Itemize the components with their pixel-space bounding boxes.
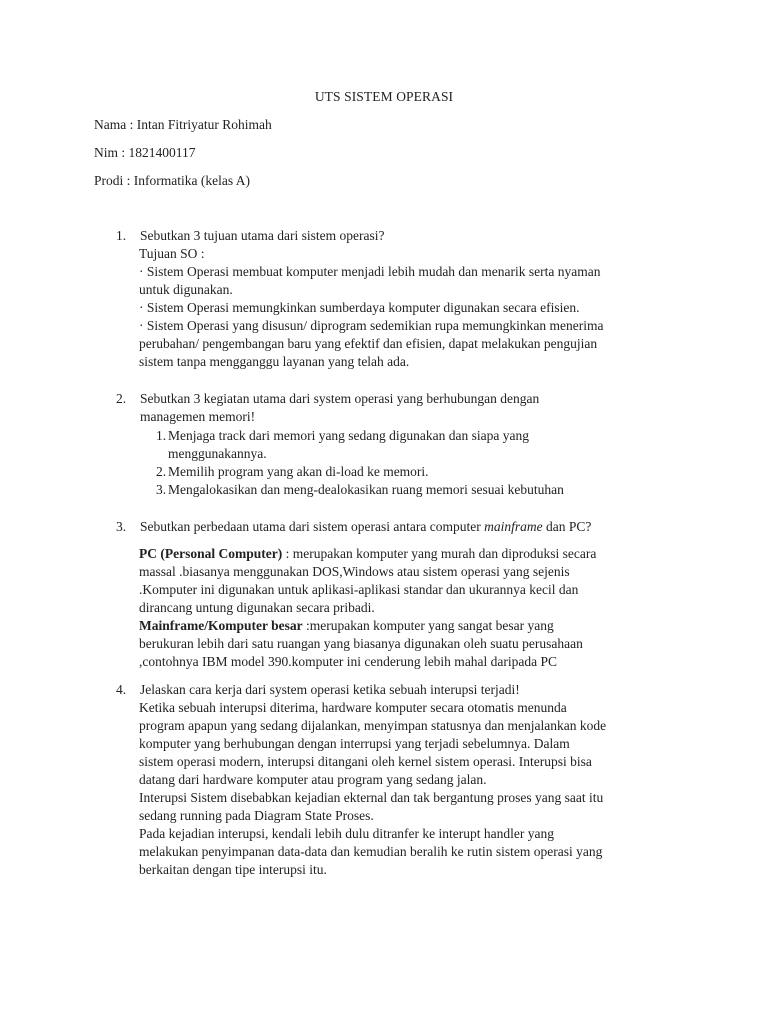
answer-1-line: Tujuan SO :: [139, 246, 205, 261]
question-4-number: 4.: [116, 682, 127, 697]
answer-4-line: Pada kejadian interupsi, kendali lebih dulu ditranfer ke interupt handler yang: [139, 826, 554, 841]
answer-2-list: [156, 427, 616, 499]
question-3-text-part: Sebutkan perbedaan utama dari sistem operasi antara computer: [140, 519, 485, 534]
list-item-text: Memilih program yang akan di-load ke memori.: [168, 464, 429, 479]
answer-4-line: datang dari hardware komputer atau program yang sedang jalan.: [139, 772, 487, 787]
list-item: [156, 463, 616, 481]
list-item-text: Menjaga track dari memori yang sedang digunakan dan siapa yang: [168, 428, 529, 443]
answer-1-line: perubahan/ pengembangan baru yang efektif dan efisien, dapat melakukan pengujian: [139, 336, 598, 351]
answer-4-line: komputer yang berhubungan dengan interrupsi yang terjadi sebelumnya. Dalam: [139, 736, 570, 751]
question-3-text: [140, 518, 680, 536]
answer-1: [139, 245, 679, 371]
pc-definition-line: massal .biasanya menggunakan DOS,Windows atau sistem operasi yang sejenis: [139, 564, 570, 579]
mainframe-definition-text: :merupakan komputer yang sangat besar yang: [302, 618, 554, 633]
question-1-number: 1.: [116, 228, 127, 243]
student-prodi: Prodi : Informatika (kelas A): [94, 173, 250, 188]
question-2-number: 2.: [116, 391, 127, 406]
answer-4-line: sistem operasi modern, interupsi ditangani oleh kernel sistem operasi. Interupsi bisa: [139, 754, 592, 769]
answer-4-line: berkaitan dengan tipe interupsi itu.: [139, 862, 327, 877]
mainframe-term: Mainframe/Komputer besar: [139, 618, 303, 633]
list-item: [156, 481, 616, 499]
document-title: UTS SISTEM OPERASI: [314, 89, 454, 104]
list-item-text: menggunakannya.: [168, 446, 267, 461]
answer-1-line: untuk digunakan.: [139, 282, 233, 297]
list-item-number: 3.: [156, 482, 167, 497]
pc-term: PC (Personal Computer): [139, 546, 283, 561]
answer-1-line: · Sistem Operasi membuat komputer menjadi lebih mudah dan menarik serta nyaman: [139, 264, 601, 279]
question-3-text-part: dan PC?: [542, 519, 592, 534]
list-item-text: Mengalokasikan dan meng-dealokasikan ruang memori sesuai kebutuhan: [168, 482, 564, 497]
student-nim: Nim : 1821400117: [94, 145, 196, 160]
question-2-text: managemen memori!: [140, 409, 256, 424]
answer-4-line: sedang running pada Diagram State Proses.: [139, 808, 374, 823]
answer-1-line: · Sistem Operasi yang disusun/ diprogram sedemikian rupa memungkinkan menerima: [139, 318, 604, 333]
mainframe-definition-line: ,contohnya IBM model 390.komputer ini cenderung lebih mahal daripada PC: [139, 654, 558, 669]
mainframe-definition-first-line: [139, 617, 679, 635]
answer-4-line: Interupsi Sistem disebabkan kejadian ekternal dan tak bergantung proses yang saat itu: [139, 790, 604, 805]
pc-definition-text: : merupakan komputer yang murah dan diproduksi secara: [282, 546, 597, 561]
question-3-emphasis: mainframe: [484, 519, 543, 534]
list-item: [156, 427, 616, 463]
answer-1-line: · Sistem Operasi memungkinkan sumberdaya komputer digunakan secara efisien.: [139, 300, 580, 315]
question-3-number: 3.: [116, 519, 127, 534]
question-2-text: Sebutkan 3 kegiatan utama dari system operasi yang berhubungan dengan: [140, 391, 540, 406]
answer-4-line: melakukan penyimpanan data-data dan kemudian beralih ke rutin sistem operasi yang: [139, 844, 603, 859]
list-item-number: 2.: [156, 464, 167, 479]
mainframe-definition-line: berukuran lebih dari satu ruangan yang biasanya digunakan oleh suatu perusahaan: [139, 636, 583, 651]
answer-4-line: Ketika sebuah interupsi diterima, hardware komputer secara otomatis menunda: [139, 700, 567, 715]
pc-definition-line: dirancang untung digunakan secara pribadi.: [139, 600, 375, 615]
answer-1-line: sistem tanpa mengganggu layanan yang telah ada.: [139, 354, 410, 369]
question-4-text: Jelaskan cara kerja dari system operasi ketika sebuah interupsi terjadi!: [140, 682, 520, 697]
question-1-text: Sebutkan 3 tujuan utama dari sistem operasi?: [140, 228, 385, 243]
student-name: Nama : Intan Fitriyatur Rohimah: [94, 117, 272, 132]
pc-definition-first-line: [139, 545, 679, 563]
answer-3: [139, 545, 679, 671]
pc-definition-line: .Komputer ini digunakan untuk aplikasi-aplikasi standar dan ukurannya kecil dan: [139, 582, 579, 597]
answer-4: [139, 699, 679, 879]
answer-4-line: program apapun yang sedang dijalankan, menyimpan statusnya dan menjalankan kode: [139, 718, 607, 733]
list-item-number: 1.: [156, 428, 167, 443]
